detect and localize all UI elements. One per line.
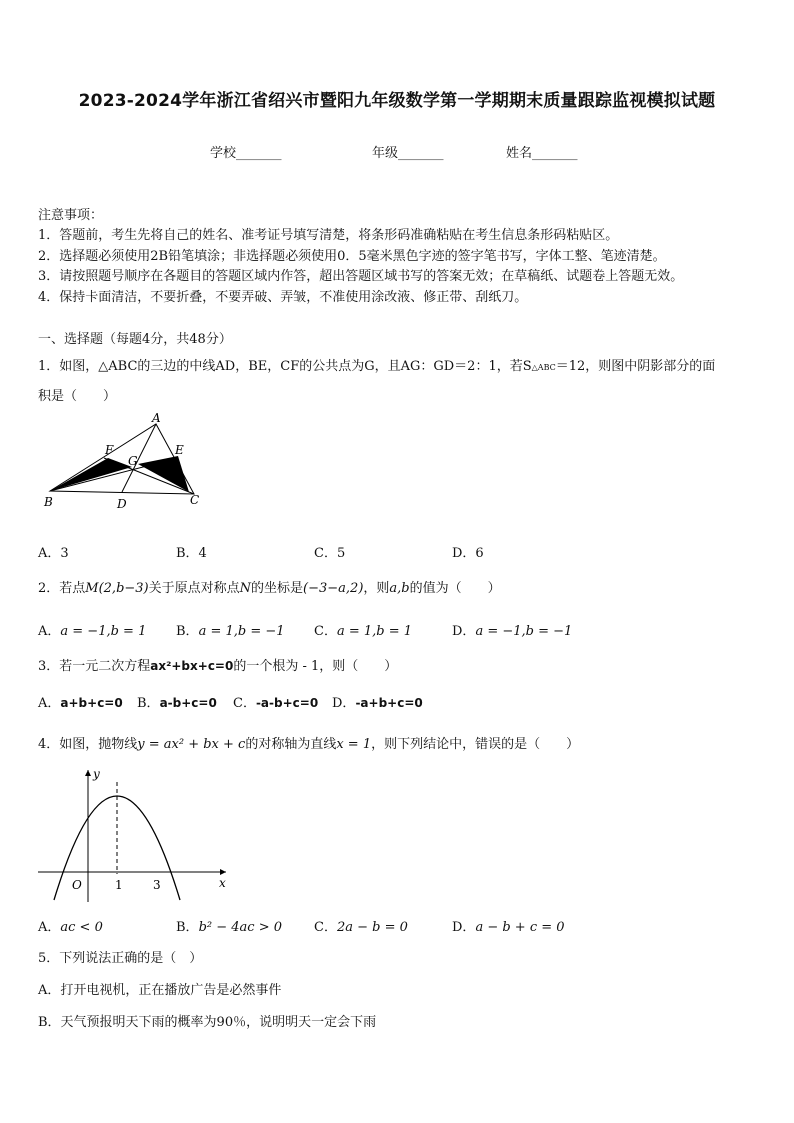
- q1-triangle-figure: [38, 412, 213, 512]
- q3-equation: ax²+bx+c=0: [150, 659, 234, 673]
- q4-option-b: B．b² − 4ac > 0: [176, 920, 282, 935]
- label-origin: O: [72, 878, 82, 892]
- q4-equation: y = ax² + bx + c: [137, 737, 246, 752]
- label-x: x: [219, 876, 226, 890]
- label-1: 1: [115, 878, 123, 892]
- q4-option-c: C．2a − b = 0: [314, 920, 408, 935]
- label-c: C: [190, 493, 200, 507]
- school-field: 学校_______: [210, 146, 282, 161]
- q1-option-a: A．3: [38, 546, 69, 561]
- q3-option-b: B．a-b+c=0: [137, 696, 217, 711]
- note-item-3: 3．请按照题号顺序在各题目的答题区域内作答，超出答题区域书写的答案无效；在草稿纸、试题卷上答题无效。: [38, 269, 684, 284]
- label-a: A: [152, 412, 161, 425]
- q4-parabola-figure: [36, 762, 236, 904]
- label-e: E: [175, 443, 184, 457]
- label-g: G: [128, 454, 138, 468]
- note-item-4: 4．保持卡面清洁，不要折叠，不要弄破、弄皱，不准使用涂改液、修正带、刮纸刀。: [38, 290, 528, 305]
- section-heading: 一、选择题（每题4分，共48分）: [38, 332, 232, 347]
- q4-axis: x = 1: [336, 737, 372, 752]
- notes-heading: 注意事项：: [38, 208, 104, 223]
- label-f: F: [105, 443, 114, 457]
- page-title: 2023-2024学年浙江省绍兴市暨阳九年级数学第一学期期末质量跟踪监视模拟试题: [78, 91, 716, 111]
- q2-point-m: M(2,b−3): [85, 581, 149, 596]
- label-b: B: [44, 495, 53, 509]
- q1-subscript: △ABC: [531, 363, 556, 372]
- q5-option-b: B．天气预报明天下雨的概率为90％，说明明天一定会下雨: [38, 1015, 377, 1030]
- q4-text: 4．如图，抛物线y = ax² + bx + c的对称轴为直线x = 1，则下列结论中，错误的是（ ）: [38, 737, 580, 752]
- note-item-1: 1．答题前，考生先将自己的姓名、准考证号填写清楚，将条形码准确粘贴在考生信息条形码粘贴区。: [38, 228, 619, 243]
- q1-option-c: C．5: [314, 546, 346, 561]
- label-3: 3: [153, 878, 161, 892]
- q1-option-d: D．6: [452, 546, 484, 561]
- q2-option-a: A．a = −1,b = 1: [38, 624, 147, 639]
- q2-option-b: B．a = 1,b = −1: [176, 624, 285, 639]
- q3-option-c: C．-a-b+c=0: [233, 696, 319, 711]
- q1-text: 1．如图，△ABC的三边的中线AD，BE，CF的公共点为G，且AG：GD＝2：1，若S△ABC＝12，则图中阴影部分的面: [38, 359, 716, 374]
- shaded-region-left: [50, 458, 132, 491]
- label-d: D: [117, 497, 127, 511]
- q4-option-a: A．ac < 0: [38, 920, 103, 935]
- name-field: 姓名_______: [506, 146, 578, 161]
- label-y: y: [93, 767, 100, 781]
- q1-text-cont: 积是（ ）: [38, 389, 117, 404]
- q5-option-a: A．打开电视机，正在播放广告是必然事件: [38, 983, 282, 998]
- q3-option-d: D．-a+b+c=0: [332, 696, 423, 711]
- q2-text: 2．若点M(2,b−3)关于原点对称点N的坐标是(−3−a,2)，则a,b的值为（ ）: [38, 581, 501, 596]
- q2-option-d: D．a = −1,b = −1: [452, 624, 573, 639]
- q2-vars: a,b: [389, 581, 410, 596]
- q2-option-c: C．a = 1,b = 1: [314, 624, 413, 639]
- q1-option-b: B．4: [176, 546, 207, 561]
- q2-coords: (−3−a,2): [303, 581, 364, 596]
- q2-point-n: N: [239, 581, 252, 596]
- q4-option-d: D．a − b + c = 0: [452, 920, 565, 935]
- grade-field: 年级_______: [372, 146, 444, 161]
- note-item-2: 2．选择题必须使用2B铅笔填涂；非选择题必须使用0．5毫米黑色字迹的签字笔书写，字体工整、笔迹清楚。: [38, 249, 666, 264]
- q3-text: 3．若一元二次方程ax²+bx+c=0的一个根为 - 1，则（ ）: [38, 659, 398, 674]
- q3-option-a: A．a+b+c=0: [38, 696, 123, 711]
- q5-text: 5．下列说法正确的是（ ）: [38, 951, 203, 966]
